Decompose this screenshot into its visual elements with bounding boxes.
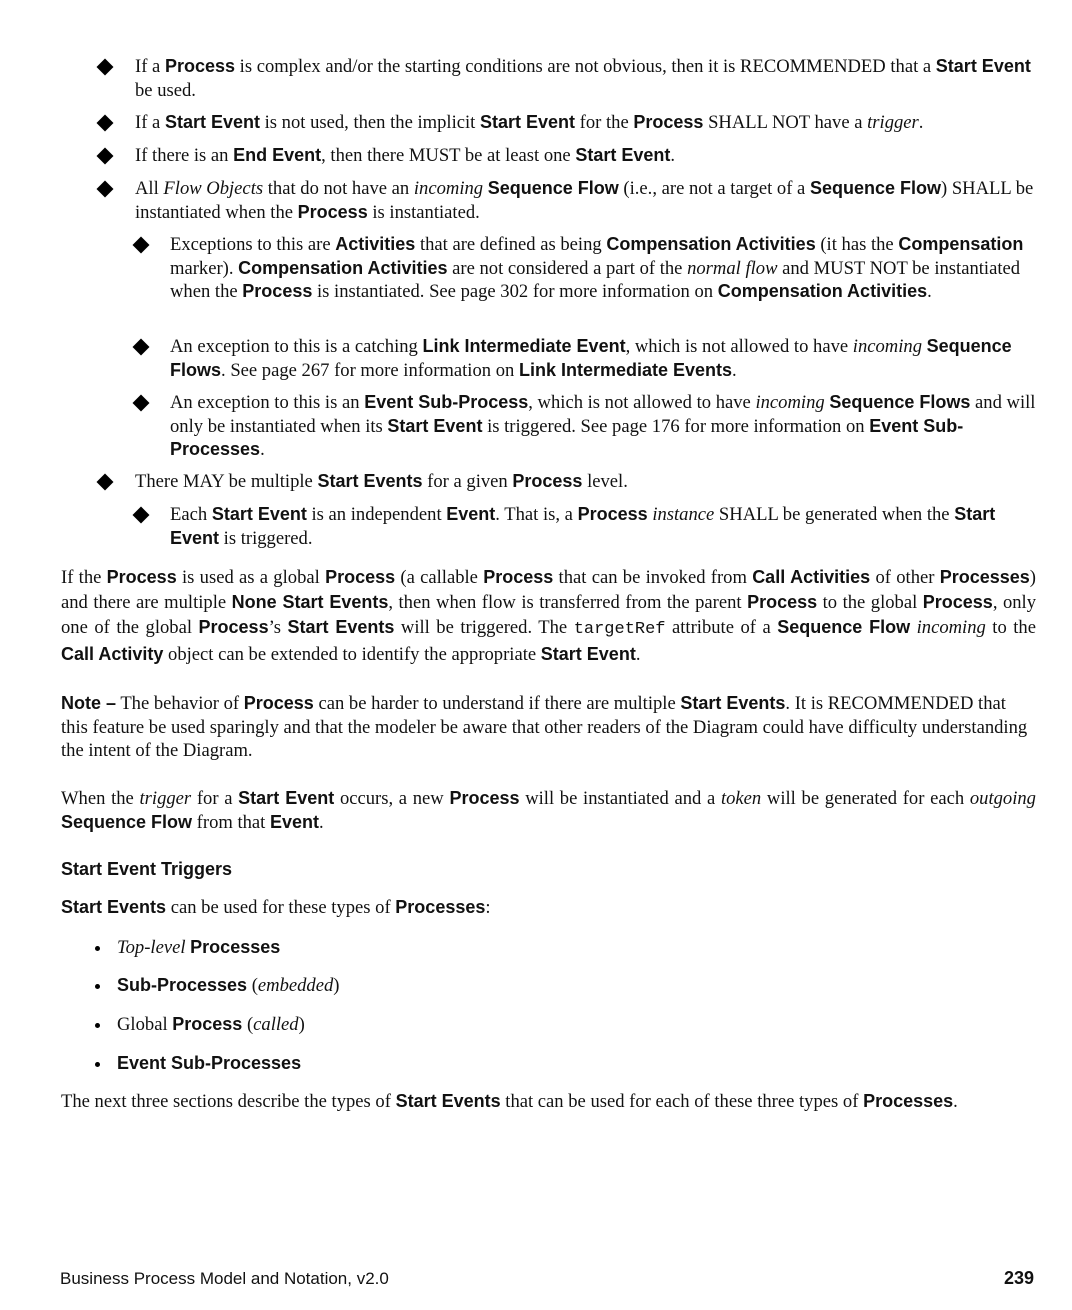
bullet-diamond-icon [97, 474, 114, 491]
list-bullet-icon [95, 946, 100, 951]
paragraph-types-intro: Start Events can be used for these types of Processes: [61, 897, 491, 918]
bullet-diamond-icon [97, 115, 114, 132]
footer-title: Business Process Model and Notation, v2.0 [60, 1269, 389, 1288]
bullet-item: All Flow Objects that do not have an incoming Sequence Flow (i.e., are not a target of a Sequence Flow) SHALL be instantiated when the Process is instantiated. [135, 178, 1034, 223]
paragraph-trigger: When the trigger for a Start Event occurs, a new Process will be instantiated and a token will be generated for each outgoing Sequence Flow from that Event. [61, 788, 1036, 833]
section-heading: Start Event Triggers [61, 859, 233, 879]
bullet-item: If a Start Event is not used, then the implicit Start Event for the Process SHALL NOT have a trigger. [135, 112, 924, 133]
sub-bullet-item: Each Start Event is an independent Event. That is, a Process instance SHALL be generated when the Start Event is triggered. [170, 504, 996, 549]
list-bullet-icon [95, 984, 100, 989]
bullet-item: There MAY be multiple Start Events for a given Process level. [135, 471, 628, 492]
list-item: Sub-Processes (embedded) [117, 975, 340, 996]
list-item: Event Sub-Processes [117, 1053, 302, 1073]
note-paragraph: Note – The behavior of Process can be harder to understand if there are multiple Start Events. It is RECOMMENDED that this feature be used sparingly and that the modeler be aware that other readers of the Diagram could have difficulty understanding the intent of the Diagram. [61, 693, 1028, 761]
list-bullet-icon [95, 1062, 100, 1067]
sub-bullet-diamond-icon [133, 339, 150, 356]
sub-bullet-item: An exception to this is an Event Sub-Process, which is not allowed to have incoming Sequence Flows and will only be instantiated when its Start Event is triggered. See page 176 for more information on Event Sub-Processes. [170, 392, 1036, 460]
bullet-diamond-icon [97, 59, 114, 76]
list-item: Top-level Processes [117, 937, 281, 958]
bullet-item: If a Process is complex and/or the starting conditions are not obvious, then it is RECOMMENDED that a Start Event be used. [135, 56, 1031, 101]
page-number: 239 [1003, 1268, 1034, 1288]
list-bullet-icon [95, 1023, 100, 1028]
sub-bullet-diamond-icon [133, 507, 150, 524]
sub-bullet-diamond-icon [133, 237, 150, 254]
sub-bullet-item: An exception to this is a catching Link Intermediate Event, which is not allowed to have incoming Sequence Flows. See page 267 for more information on Link Intermediate Events. [170, 336, 1012, 381]
paragraph-global-process: If the Process is used as a global Process (a callable Process that can be invoked from Call Activities of other Processes) and there are multiple None Start Events, then when flow is transferred from the parent Process to the global Process, only one of the global Process’s Start Events will be triggered. The targetRef attribute of a Sequence Flow incoming to the Call Activity object can be extended to identify the appropriate Start Event. [61, 567, 1037, 665]
list-item: Global Process (called) [117, 1014, 305, 1035]
bullet-diamond-icon [97, 148, 114, 165]
paragraph-next-sections: The next three sections describe the types of Start Events that can be used for each of these three types of Processes. [61, 1091, 958, 1112]
sub-bullet-diamond-icon [133, 395, 150, 412]
bullet-diamond-icon [97, 181, 114, 198]
bullet-item: If there is an End Event, then there MUST be at least one Start Event. [135, 145, 676, 166]
sub-bullet-item: Exceptions to this are Activities that are defined as being Compensation Activities (it has the Compensation marker). Compensation Activities are not considered a part of the normal flow and MUST NOT be instantiated when the Process is instantiated. See page 302 for more information on Compensation Activities. [170, 234, 1024, 302]
